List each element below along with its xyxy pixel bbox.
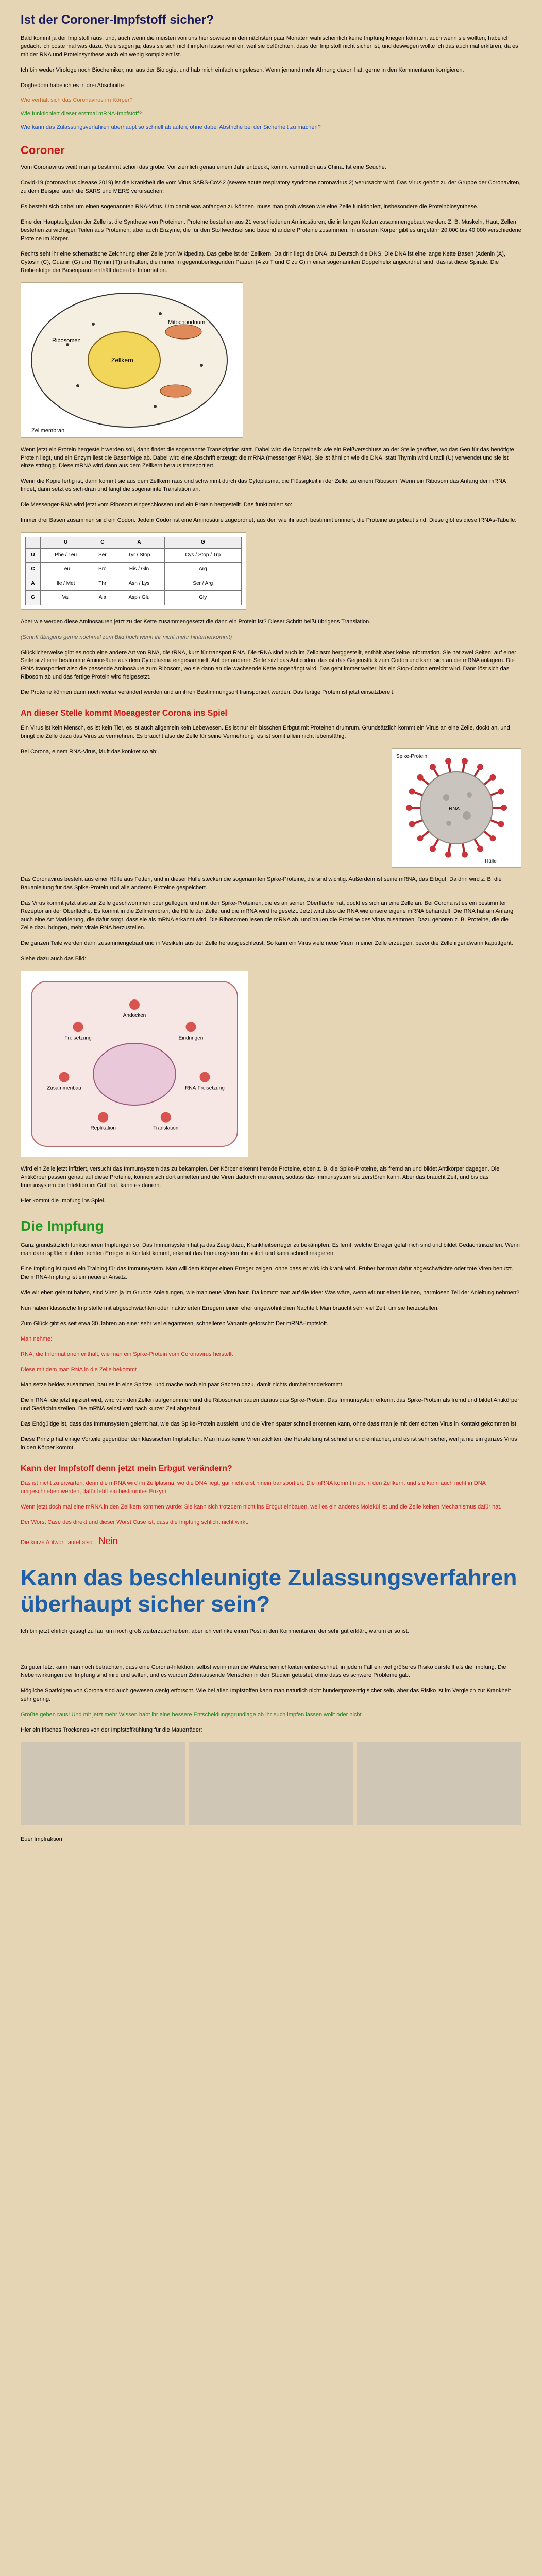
toc-item: Wie funktioniert dieser erstmal mRNA-Impfstoff? xyxy=(21,111,142,117)
cycle-step-marker xyxy=(59,1072,70,1082)
coroner-paragraph: Covid-19 (coronavirus disease 2019) ist die Krankheit die vom Virus SARS-CoV-2 (severe acute respiratory syndrome coronavirus 2) verursacht wird. Das Virus gehört zu der Gruppe der Coronaviren, zu dem Beispiel auch die SARS und MERS verursachen. xyxy=(21,180,521,195)
cell-label: Ribosomen xyxy=(52,337,81,344)
codon-cell: Gly xyxy=(164,591,241,605)
zulassung-paragraph: Mögliche Spätfolgen von Corona sind auch gewesen wenig erforscht. Wie bei allen Impfstoffen kann man natürlich nicht hundertprozentig sicher sein, aber das Risiko ist im Vergleich zur Krankheit sehr gering. xyxy=(21,1688,511,1703)
dna-answer-line xyxy=(21,1534,521,1548)
codon-header-cell xyxy=(26,537,41,549)
intro-paragraph: Bald kommt ja der Impfstoff raus, und, auch wenn die meisten von uns hier sowieso in den nächsten paar Monaten wahrscheinlich keine Impfung kriegen könnten, auch wenn sie wollten, habe ich gedacht ich poste mal was dazu. Viele sagen ja, dass sie sich nicht impfen lassen wollen, weil sie befürchten, dass der Impfstoff nicht sicher ist, und deswegen wollte ich das auch mal erklären, da es mit der RNA und Proteinsynthese auch ein wenig kompliziert ist. xyxy=(21,35,518,58)
codon-cell: Ile / Met xyxy=(41,577,91,591)
codon-cell: Tyr / Stop xyxy=(114,548,164,563)
corona-paragraph: Ein Virus ist kein Mensch, es ist kein Tier, es ist auch allgemein kein Lebewesen. Es ist nur ein bisschen Erbgut mit Proteinen drumrum. Grundsätzlich kommt ein Virus an eine Zelle, dockt an, und bringt die Zelle dazu das Virus zu vermehren. Es braucht also die Zelle für seine Vermehrung, es ist somit allein nicht lebensfähig. xyxy=(21,725,510,740)
impfung-recipe-item: Diese mit dem man RNA in die Zelle bekommt xyxy=(21,1366,137,1373)
codon-cell: Phe / Leu xyxy=(41,548,91,563)
spike-head xyxy=(501,805,507,811)
virus-illustration xyxy=(392,748,521,868)
codon-header-cell: C xyxy=(91,537,114,549)
codon-cell: Ser / Arg xyxy=(164,577,241,591)
codon-cell: Pro xyxy=(91,563,114,577)
impfung-recipe-item: RNA, die Informationen enthält, wie man ein Spike-Protein vom Coronavirus herstellt xyxy=(21,1351,233,1358)
codon-header-cell: A xyxy=(114,537,164,549)
spike-head xyxy=(477,846,483,852)
virus-block xyxy=(21,748,521,876)
codon-cell: A xyxy=(26,577,41,591)
spike-head xyxy=(430,846,436,852)
zulassung-paragraph: Zu guter letzt kann man noch betrachten, dass eine Corona-Infektion, selbst wenn man die Wahrscheinlichkeiten einberechnet, in jedem Fall ein viel größeres Risiko darstellt als die Impfung. Die Nebenwirkungen der Impfung sind mild und selten, und es wurden Zehntausende Menschen in den Studien getestet, ohne dass es schwere Probleme gab. xyxy=(21,1664,506,1679)
translation-paragraph: Glücklicherweise gibt es noch eine andere Art von RNA, die tRNA, kurz für transport RNA. Die tRNA sind auch im Zellplasm herggestellt, enthält aber keine Information. Sie hat zwei Seiten: auf einer Seite sitzt eine bestimmte Aminosäure aus dem Cytoplasma eingesammelt. Auf der anderen Seite sitzt das Anticodon, das ist das Gegenstück zum Codon und kann sich an die mRNA anlagern. Die tRNA transportiert also die passende Aminosäure zum Ribosom, wo sie dann an die wachsende Kette angehängt wird. Das geht immer weiter, bis ein Stop-Codon erreicht wird. Dann löst sich das Ribosom ab und das fertige Protein wird freigesetzt. xyxy=(21,649,516,681)
codon-row xyxy=(26,563,242,577)
toc-item: Wie verhält sich das Coronavirus im Körper? xyxy=(21,97,133,104)
spike-head xyxy=(445,758,451,765)
spike-head xyxy=(477,764,483,770)
codon-cell: His / Gln xyxy=(114,563,164,577)
page-title: Ist der Coroner-Impfstoff sicher? xyxy=(21,13,214,27)
zulassung-closing: Größte gehen raus! Und mit jetzt mehr Wissen habt ihr eine bessere Entscheidungsgrundlage ob ihr euch impfen lassen wollt oder nicht. xyxy=(21,1711,363,1718)
impfung-paragraph: Zum Glück gibt es seit etwa 30 Jahren an einer sehr viel eleganteren, schnelleren Variante geforscht: Der mRNA-Impfstoff. xyxy=(21,1320,328,1327)
translation-paragraph: Aber wie werden diese Aminosäuren jetzt zu der Kette zusammengesetzt die dann ein Protein ist? Dieser Schritt heißt übrigens Translation. xyxy=(21,618,371,625)
spike-head xyxy=(417,835,424,841)
cycle-step-marker xyxy=(161,1112,171,1122)
translation-note: (Schrift übrigens gerne nochmal zum Bild hoch wenn ihr nicht mehr hinterherkommt) xyxy=(21,634,232,640)
signoff: Euer Impfraktion xyxy=(21,1836,62,1842)
photo xyxy=(21,1742,185,1825)
cycle-step-label: Andocken xyxy=(123,1012,146,1019)
cycle-step-label: Replikation xyxy=(90,1125,116,1131)
infection-paragraph: Siehe dazu auch das Bild: xyxy=(21,955,87,962)
translation-paragraph: Die Proteine können dann noch weiter verändert werden und an ihren Bestimmungsort transportiert werden. Das fertige Protein ist jetzt einsatzbereit. xyxy=(21,689,395,696)
dna-answer: Nein xyxy=(98,1536,118,1547)
spike-head xyxy=(409,789,415,795)
cycle-step-marker xyxy=(185,1022,196,1032)
codon-cell: Val xyxy=(41,591,91,605)
coroner-paragraph: Eine der Hauptaufgaben der Zelle ist die Synthese von Proteinen. Proteine bestehen aus 21 verschiedenen Aminosäuren, die in langen Ketten zusammengebaut werden. Z. B. Muskeln, Haut, Zellen bestehen zu wichtigen Teilen aus Proteinen, aber auch Enzyme, die für den Stoffwechsel sind bauend andere Proteine zusammen. In unserem Körper gibt es ungefähr 20.000 bis 40.000 verschiedene Proteine im Körper. xyxy=(21,218,521,242)
cycle-step-label: Eindringen xyxy=(178,1035,204,1041)
coroner-paragraph: Vom Coronavirus weiß man ja bestimmt schon das grobe. Vor ziemlich genau einem Jahr entdeckt, kommt vermutlich aus China. Ist eine Seuche. xyxy=(21,164,386,171)
spike-head xyxy=(445,852,451,858)
spike-head xyxy=(406,805,412,811)
codon-row xyxy=(26,591,242,605)
cycle-step-label: RNA-Freisetzung xyxy=(185,1085,225,1091)
cycle-step-marker xyxy=(98,1112,108,1122)
spike-head xyxy=(417,774,424,781)
spike-head xyxy=(462,758,468,765)
intro-paragraph: Dogbedom habe ich es in drei Abschnitte: xyxy=(21,82,126,89)
codon-row xyxy=(26,577,242,591)
table-of-contents xyxy=(21,97,521,132)
protein-paragraph: Wenn die Kopie fertig ist, dann kommt sie aus dem Zellkern raus und schwimmt durch das Cytoplasma, die Flüssigkeit in der Zelle, zu einem Ribosom. Wenn ein Ribosom das Anfang der mRNA findet, dann setzt es sich dran und fängt die sogenannte Translation an. xyxy=(21,478,506,493)
immune-paragraph: Wird ein Zelle jetzt infiziert, versucht das Immunsystem das zu bekämpfen. Der Körper erkennt fremde Proteine, eben z. B. die Spike-Proteine, als fremd an und bildet Antikörper dagegen. Die Antikörper passen genau auf diese Proteine, können sich dort anheften und die Viren dadurch markieren, sodass das Immunsystem sie zerstören kann. Aber das braucht Zeit, und bis das Immunsystem die Infektion im Griff hat, kann es dauern. xyxy=(21,1165,500,1189)
corona-paragraph: Bei Corona, einem RNA-Virus, läuft das konkret so ab: xyxy=(21,749,158,755)
impfung-paragraph: Die mRNA, die jetzt injiziert wird, wird von den Zellen aufgenommen und die Ribosomen bauen daraus das Spike-Protein. Das Immunsystem erkennt das Spike-Protein als fremd und bildet Antikörper und Gedächtniszellen. Die mRNA selbst wird nach kurzer Zeit abgebaut. xyxy=(21,1397,519,1412)
toc-item: Wie kann das Zulassungsverfahren überhaupt so schnell ablaufen, ohne dabei Abstriche bei der Sicherheit zu machen? xyxy=(21,124,321,131)
codon-cell: Ala xyxy=(91,591,114,605)
protein-paragraph: Wenn jetzt ein Protein hergestellt werden soll, dann findet die sogenannte Transkription statt. Dabei wird die Doppelhelix wie ein Reißverschluss an der Stelle geöffnet, wo das Gen für das benötigte Protein liegt, und ein Enzym liest die Basenfolge ab. Dabei wird eine Abschrift erzeugt: die mRNA (messenger RNA). Sie ist ähnlich wie die DNA, statt Thymin wird Uracil (U) verwendet und sie ist einzelsträngig. Diese mRNA wird dann aus dem Zellkern heraus transportiert. xyxy=(21,446,514,469)
zulassung-paragraph: Ich bin jetzt ehrlich gesagt zu faul um noch groß weiterzuschreiben, aber ich verlinke einen Post in den Kommentaren, der sehr gut erklärt, warum er so ist. xyxy=(21,1628,409,1635)
codon-cell: Cys / Stop / Trp xyxy=(164,548,241,563)
protein-paragraph: Die Messenger-RNA wird jetzt vom Ribosom eingeschlossen und ein Protein hergestellt. Das funktioniert so: xyxy=(21,502,293,509)
photo xyxy=(357,1742,521,1825)
codon-row xyxy=(26,548,242,563)
section-heading-impfung: Die Impfung xyxy=(21,1217,104,1234)
section-heading-coroner: Coroner xyxy=(21,144,65,157)
dna-answer-lead: Die kurze Antwort lautet also: xyxy=(21,1539,94,1546)
infection-paragraph: Das Virus kommt jetzt also zur Zelle geschwommen oder geflogen, und mit den Spike-Proteinen, die es an seiner Oberfläche hat, dockt es sich an eine Zelle an. Bei Corona ist es ein bestimmter Rezeptor an der Oberfläche. Es kommt in die Zellmembran, die Hülle der Zelle, und die mRNA wird freigesetzt. Jetzt wird also die RNA wie unsere eigene mRNA behandelt. Die RNA hat am Anfang auch eine Art Markierung, die dafür sorgt, dass sie als mRNA erkannt wird. Die Ribosomen lesen die mRNA ab, und bauen die Proteine des Virus zusammen. Dazu gehören z. B. Proteine, die die Zelle dazu bringen, mehr virale RNA herzustellen. xyxy=(21,900,514,931)
infection-cycle-diagram xyxy=(21,971,248,1157)
codon-cell: U xyxy=(26,548,41,563)
dna-paragraph: Das ist nicht zu erwarten, denn die mRNA wird im Zellplasma, wo die DNA liegt, gar nicht erst hinein transportiert. Die mRNA kommt nicht in den Zellkern, und sie kann auch nicht in DNA umgeschrieben werden, dafür fehlt ein bestimmtes Enzym. xyxy=(21,1480,486,1495)
cell-label: Zellkern xyxy=(111,356,133,364)
cell-label: Zellmembran xyxy=(31,427,65,434)
cell-label: Mitochondrium xyxy=(168,319,206,326)
codon-cell: Leu xyxy=(41,563,91,577)
codon-cell: Ser xyxy=(91,548,114,563)
cell-diagram xyxy=(21,282,243,438)
zulassung-tail: Hier ein frisches Trockenes von der Impfstoffkühlung für die Mauerräder: xyxy=(21,1726,202,1733)
cycle-step-label: Freisetzung xyxy=(64,1035,92,1041)
virus-label: Spike-Protein xyxy=(396,754,428,760)
infection-paragraph: Die ganzen Teile werden dann zusammengebaut und in Vesikeln aus der Zelle herausgeschleust. So kann ein Virus viele neue Viren in einer Zelle erzeugen, bevor die Zelle irgendwann kaputtgeht. xyxy=(21,940,513,946)
codon-cell: Arg xyxy=(164,563,241,577)
spike-head xyxy=(498,821,504,827)
cycle-step-marker xyxy=(129,999,140,1010)
dna-paragraph: Wenn jetzt doch mal eine mRNA in den Zellkern kommen würde: Sie kann sich trotzdem nicht ins Erbgut einbauen, weil es ein anderes Molekül ist und die Zelle keinen Mechanismus dafür hat. xyxy=(21,1504,502,1511)
cycle-step-label: Zusammenbau xyxy=(47,1085,81,1091)
codon-cell: Asn / Lys xyxy=(114,577,164,591)
impfung-paragraph: Eine Impfung ist quasi ein Training für das Immunsystem. Man will dem Körper einen Erreger zeigen, ohne dass er wirklich krank wird. Früher hat man dafür abgeschwächte oder tote Viren benutzt. Die mRNA-Impfung ist ein neuerer Ansatz. xyxy=(21,1265,514,1280)
cycle-step-marker xyxy=(199,1072,210,1082)
codon-cell: C xyxy=(26,563,41,577)
infection-paragraph: Das Coronavirus besteht aus einer Hülle aus Fetten, und in dieser Hülle stecken die sogenannten Spike-Proteine, die sind wichtig. Außerdem ist seine mRNA, das Erbgut. Da drin wird z. B. die Bauanleitung für das Spike-Protein und alle anderen Proteine gespeichert. xyxy=(21,876,502,891)
spike-head xyxy=(462,852,468,858)
impfung-paragraph: Diese Prinzip hat einige Vorteile gegenüber den klassischen Impfstoffen: Man muss keine Viren züchten, die Herstellung ist schneller und einfacher, und es ist sehr sicher, weil ja nie ein ganzes Virus in den Körper kommt. xyxy=(21,1436,517,1451)
section-heading-dna: Kann der Impfstoff denn jetzt mein Erbgut verändern? xyxy=(21,1464,232,1473)
immune-paragraph: Hier kommt die Impfung ins Spiel. xyxy=(21,1197,106,1204)
spike-head xyxy=(409,821,415,827)
section-heading-zulassung: Kann das beschleunigte Zulassungsverfahren überhaupt sicher sein? xyxy=(21,1565,517,1617)
intro-paragraph: Ich bin weder Virologe noch Biochemiker, nur aus der Biologie, und hab mich einfach eingelesen. Wenn jemand mehr Ahnung davon hat, gerne in den Kommentaren korrigieren. xyxy=(21,66,464,73)
virus-label: RNA xyxy=(449,806,460,812)
impfung-paragraph: Man setze beides zusammen, bau es in eine Spritze, und mache noch ein paar Sachen dazu, damit nichts durcheinanderkommt. xyxy=(21,1382,344,1388)
codon-header-cell: U xyxy=(41,537,91,549)
spike-head xyxy=(498,789,504,795)
cycle-step-marker xyxy=(73,1022,83,1032)
codon-cell: G xyxy=(26,591,41,605)
photo xyxy=(189,1742,353,1825)
impfung-paragraph: Das Endgültige ist, dass das Immunsystem gelernt hat, wie das Spike-Protein aussieht, und die Viren später schnell erkennen kann, ohne dass man je mit dem echten Virus in Kontakt gekommen ist. xyxy=(21,1421,518,1428)
codon-cell: Thr xyxy=(91,577,114,591)
spike-head xyxy=(489,774,496,781)
spike-head xyxy=(430,764,436,770)
impfung-paragraph: Wie wir eben gelernt haben, sind Viren ja im Grunde Anleitungen, wie man neue Viren baut. Da kommt man auf die Idee: Was wäre, wenn wir nur einen kleinen, harmlosen Teil der Anleitung nehmen? xyxy=(21,1289,520,1296)
cycle-step-label: Translation xyxy=(153,1125,179,1131)
codon-header-cell: G xyxy=(164,537,241,549)
impfung-paragraph: Ganz grundsätzlich funktionieren Impfungen so: Das Immunsystem hat ja das Zeug dazu, Krankheitserreger zu bekämpfen. Es lernt, welche Erreger gefährlich sind und bildet Gedächtniszellen. Wenn man dann später mit dem echten Erreger in Kontakt kommt, erkennt das Immunsystem ihn sofort und kann schnell reagieren. xyxy=(21,1242,520,1257)
coroner-paragraph: Es besteht sich dabei um einen sogenannten RNA-Virus. Um damit was anfangen zu können, muss man grob wissen wie eine Zelle funktioniert, insbesondere die Proteinbiosynthese. xyxy=(21,204,479,210)
codon-table xyxy=(21,532,246,610)
impfung-recipe-heading: Man nehme: xyxy=(21,1335,53,1342)
section-heading-corona-play: An dieser Stelle kommt Moeagester Corona ins Spiel xyxy=(21,709,227,718)
spike-head xyxy=(489,835,496,841)
impfung-paragraph: Nun haben klassische Impfstoffe mit abgeschwächten oder inaktivierten Erregern einen eher ungewöhnlichen Nachteil: Man braucht sehr viel Zeit, um sie herzustellen. xyxy=(21,1304,439,1311)
photo-strip xyxy=(21,1742,521,1825)
virus-label: Hülle xyxy=(485,859,497,865)
protein-paragraph: Immer drei Basen zusammen sind ein Codon. Jedem Codon ist eine Aminosäure zugeordnet, aus der, wie ihr auch bestimmt erinnert, die Proteine aufgebaut sind. Diese gibt es diese tRNAs-Tabelle: xyxy=(21,517,517,524)
dna-paragraph: Der Worst Case des direkt und dieser Worst Case ist, dass die Impfung schlicht nicht wirkt. xyxy=(21,1519,249,1526)
coroner-paragraph: Rechts seht ihr eine schematische Zeichnung einer Zelle (von Wikipedia). Das gelbe ist der Zellkern. Da drin liegt die DNA, zu Deutsch die DNS. Die DNA ist eine lange Kette Basen (Adenin (A), Cytosin (C), Guanin (G) und Thymin (T)) enthalten, die immer in gegenüberliegenden Paaren (A zu T und C zu G) in einer sogenannten Doppelhelix angeordnet sind, das ist diese Spirale. Die Reihenfolge der Basenpaare enthält dabei die Information. xyxy=(21,250,505,274)
codon-cell: Asp / Glu xyxy=(114,591,164,605)
